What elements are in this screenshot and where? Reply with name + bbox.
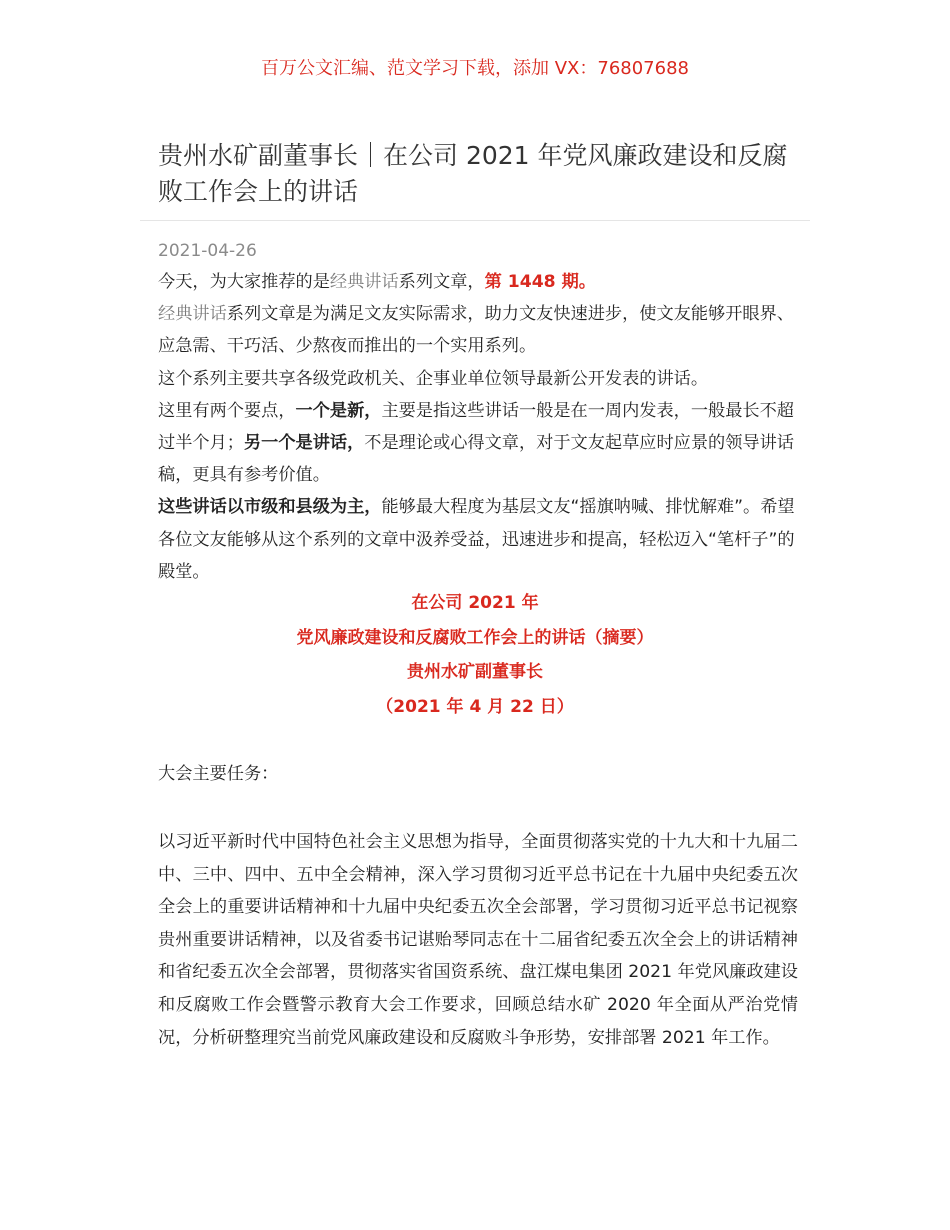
intro-paragraph-2 [158,298,798,362]
article-title: 贵州水矿副董事长｜在公司 2021 年党风廉政建设和反腐败工作会上的讲话 [158,141,788,206]
promo-banner: 百万公文汇编、范文学习下载，添加 VX：76807688 [261,58,689,79]
intro-paragraph-4 [158,395,798,492]
intro-text: 能够最大程度为基层文友“摇旗呐喊、排忧解难”。希望各位文友能够从这个系列的文章中汲养受益，迅速进步和提高，轻松迈入“笔杆子”的殿堂。 [158,497,795,582]
intro-paragraph-5 [158,491,798,588]
intro-text: 这里有两个要点， [158,400,296,421]
intro-text: 主要是指这些讲话一般是在一周内发表，一般最长不超过半个月； [158,400,794,454]
speech-header-line: 在公司 2021 年 [411,593,539,613]
intro-text: 不是理论或心得文章，对于文友起草应时应景的领导讲话稿，更具有参考价值。 [158,433,794,486]
intro-text: 今天，为大家推荐的是 [158,272,330,292]
issue-number: 第 1448 期。 [484,272,596,292]
speech-header-line: 党风廉政建设和反腐败工作会上的讲话（摘要） [296,627,654,648]
intro-section [158,266,798,588]
section-label: 大会主要任务： [158,764,279,784]
title-divider [140,220,810,221]
intro-text: 系列文章， [398,272,485,292]
publish-date: 2021-04-26 [158,241,257,261]
speech-header-line: （2021 年 4 月 22 日） [376,696,574,717]
series-name: 经典讲话 [329,272,399,292]
key-point-3: 这些讲话以市级和县级为主， [158,497,382,518]
speech-header [158,586,792,724]
body-paragraph: 以习近平新时代中国特色社会主义思想为指导，全面贯彻落实党的十九大和十九届二中、三中、四中、五中全会精神，深入学习贯彻习近平总书记在十九届中央纪委五次全会上的重要讲话精神和十九届中央纪委五次全会部署，学习贯彻习近平总书记视察贵州重要讲话精神，以及省委书记谌贻琴同志在十二届省纪委五次全会上的讲话精神和省纪委五次全会部署，贯彻落实省国资系统、盘江煤电集团 2021 年党风廉政建设和反腐败工作会暨警示教育大会工作要求，回顾总结水矿 2020 年全面从严治党情况，分析研整理究当前党风廉政建设和反腐败斗争形势，安排部署 2021 年工作。 [158,832,798,1048]
intro-paragraph-1 [158,266,798,298]
key-point-1: 一个是新， [295,400,382,421]
series-name: 经典讲话 [158,304,227,325]
speech-header-line: 贵州水矿副董事长 [407,662,543,682]
intro-paragraph-3: 这个系列主要共享各级党政机关、企事业单位领导最新公开发表的讲话。 [158,368,709,389]
key-point-2: 另一个是讲话， [243,433,365,454]
intro-text: 系列文章是为满足文友实际需求，助力文友快速进步，使文友能够开眼界、应急需、干巧活、少熬夜而推出的一个实用系列。 [158,304,794,357]
